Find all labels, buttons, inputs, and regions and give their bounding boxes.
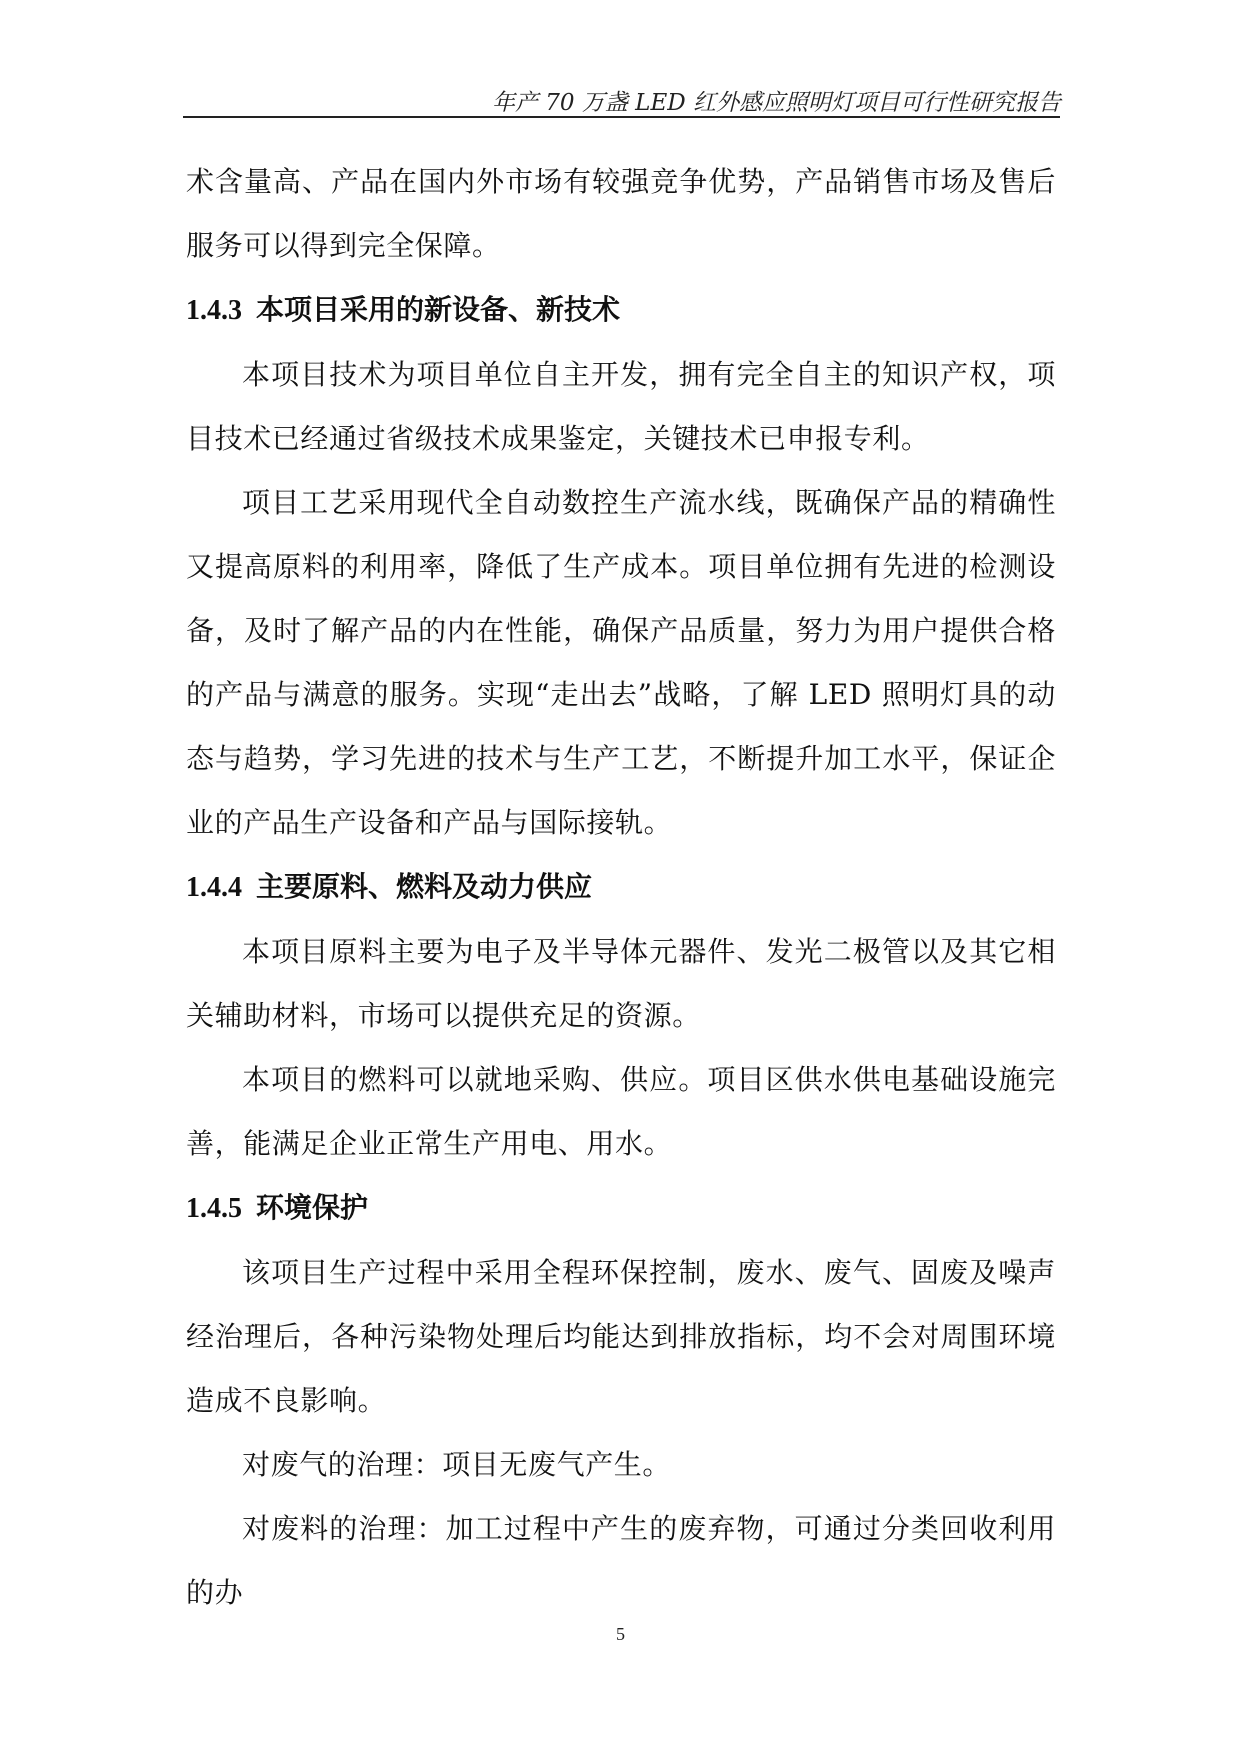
paragraph-continuation: 术含量高、产品在国内外市场有较强竞争优势，产品销售市场及售后服务可以得到完全保障。 [186,165,1056,262]
section-heading-1-4-3 [186,278,1056,343]
section-title: 主要原料、燃料及动力供应 [256,870,593,903]
header-divider [183,116,1060,118]
paragraph: 该项目生产过程中采用全程环保控制，废水、废气、固废及噪声经治理后，各种污染物处理后均能达到排放指标，均不会对周围环境造成不良影响。 [186,1256,1056,1417]
section-heading-1-4-5 [186,1176,1056,1241]
section-heading-1-4-4 [186,855,1056,920]
section-number: 1.4.5 [186,1193,242,1224]
section-title: 环境保护 [256,1191,369,1224]
paragraph: 对废料的治理：加工过程中产生的废弃物，可通过分类回收利用的办 [186,1512,1056,1609]
paragraph: 本项目原料主要为电子及半导体元器件、发光二极管以及其它相关辅助材料，市场可以提供充足的资源。 [186,935,1056,1032]
page-body [186,150,1056,1625]
section-title: 本项目采用的新设备、新技术 [256,293,621,326]
section-number: 1.4.4 [186,872,242,903]
running-header: 年产 70 万盏 LED 红外感应照明灯项目可行性研究报告 [491,90,1061,116]
paragraph: 本项目技术为项目单位自主开发，拥有完全自主的知识产权，项目技术已经通过省级技术成果鉴定，关键技术已申报专利。 [186,358,1056,455]
paragraph: 对废气的治理：项目无废气产生。 [242,1448,672,1481]
paragraph: 本项目的燃料可以就地采购、供应。项目区供水供电基础设施完善，能满足企业正常生产用电、用水。 [186,1063,1056,1160]
page-number: 5 [616,1624,625,1644]
paragraph: 项目工艺采用现代全自动数控生产流水线，既确保产品的精确性又提高原料的利用率，降低了生产成本。项目单位拥有先进的检测设备，及时了解产品的内在性能，确保产品质量，努力为用户提供合格的产品与满意的服务。实现“走出去”战略，了解 LED 照明灯具的动态与趋势，学习先进的技术与生产工艺，不断提升加工水平，保证企业的产品生产设备和产品与国际接轨。 [186,486,1056,839]
section-number: 1.4.3 [186,295,242,326]
